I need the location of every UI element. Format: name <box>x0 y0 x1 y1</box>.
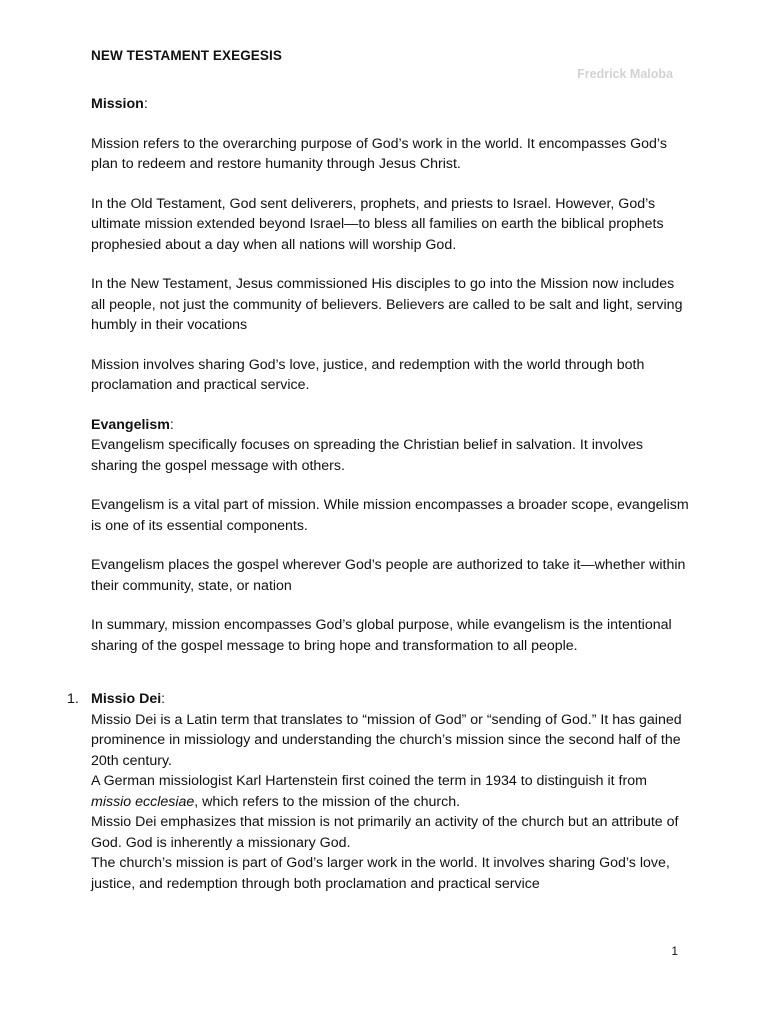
missio-dei-line-4: The church’s mission is part of God’s larger work in the world. It involves sharing God’s love, justice, and redemption through both proclamation and practical service <box>91 855 670 892</box>
mission-paragraph-3: In the New Testament, Jesus commissioned His disciples to go into the Mission now includes all people, not just the community of believers. Believers are called to be salt and light, serving humbly in their vocations <box>91 276 683 333</box>
evangelism-paragraph-1: Evangelism specifically focuses on spreading the Christian belief in salvation. It involves sharing the gospel message with others. <box>91 437 644 474</box>
missio-dei-line-1: Missio Dei is a Latin term that translates to “mission of God” or “sending of God.” It has gained prominence in missiology and understanding the church’s mission since the second half of the 20th century. <box>91 711 682 769</box>
missio-dei-line-3: Missio Dei emphasizes that mission is not primarily an activity of the church but an attribute of God. God is inherently a missionary God. <box>91 814 679 851</box>
author-name: Fredrick Maloba <box>577 67 673 81</box>
mission-paragraph-2: In the Old Testament, God sent deliverers, prophets, and priests to Israel. However, God’s ultimate mission extended beyond Israel—to bless all families on earth the biblical prophets prophesied about a day when all nations will worship God. <box>91 195 664 253</box>
missio-dei-heading-colon: : <box>161 691 166 707</box>
missio-dei-heading-line <box>91 689 691 710</box>
evangelism-paragraph-2: Evangelism is a vital part of mission. While mission encompasses a broader scope, evangelism is one of its essential components. <box>91 497 689 534</box>
mission-heading: Mission <box>91 96 144 112</box>
document-title: NEW TESTAMENT EXEGESIS <box>91 48 282 63</box>
document-body <box>67 94 691 894</box>
list-item-missio-dei <box>67 689 691 894</box>
mission-paragraph-1: Mission refers to the overarching purpose of God’s work in the world. It encompasses God’s plan to redeem and restore humanity through Jesus Christ. <box>91 135 667 172</box>
evangelism-heading: Evangelism <box>91 416 170 433</box>
mission-paragraph-4: Mission involves sharing God’s love, justice, and redemption with the world through both proclamation and practical service. <box>91 356 645 393</box>
evangelism-paragraph-4: In summary, mission encompasses God’s global purpose, while evangelism is the intentional sharing of the gospel message to bring hope and transformation to all people. <box>91 617 672 654</box>
evangelism-heading-colon: : <box>169 416 174 433</box>
page-number: 1 <box>671 944 678 958</box>
missio-dei-heading: Missio Dei <box>91 691 162 707</box>
missio-dei-line-2 <box>91 771 691 812</box>
mission-heading-colon: : <box>143 96 148 112</box>
list-number: 1. <box>67 691 79 707</box>
evangelism-heading-line <box>91 415 691 436</box>
missio-dei-line-2-end: , which refers to the mission of the church. <box>194 793 461 810</box>
missio-dei-line-2-start: A German missiologist Karl Hartenstein first coined the term in 1934 to distinguish it from <box>91 773 647 789</box>
missio-ecclesiae-term: missio ecclesiae <box>91 793 195 810</box>
mission-heading-line <box>91 94 691 115</box>
evangelism-paragraph-3: Evangelism places the gospel wherever God’s people are authorized to take it—whether within their community, state, or nation <box>91 557 686 594</box>
